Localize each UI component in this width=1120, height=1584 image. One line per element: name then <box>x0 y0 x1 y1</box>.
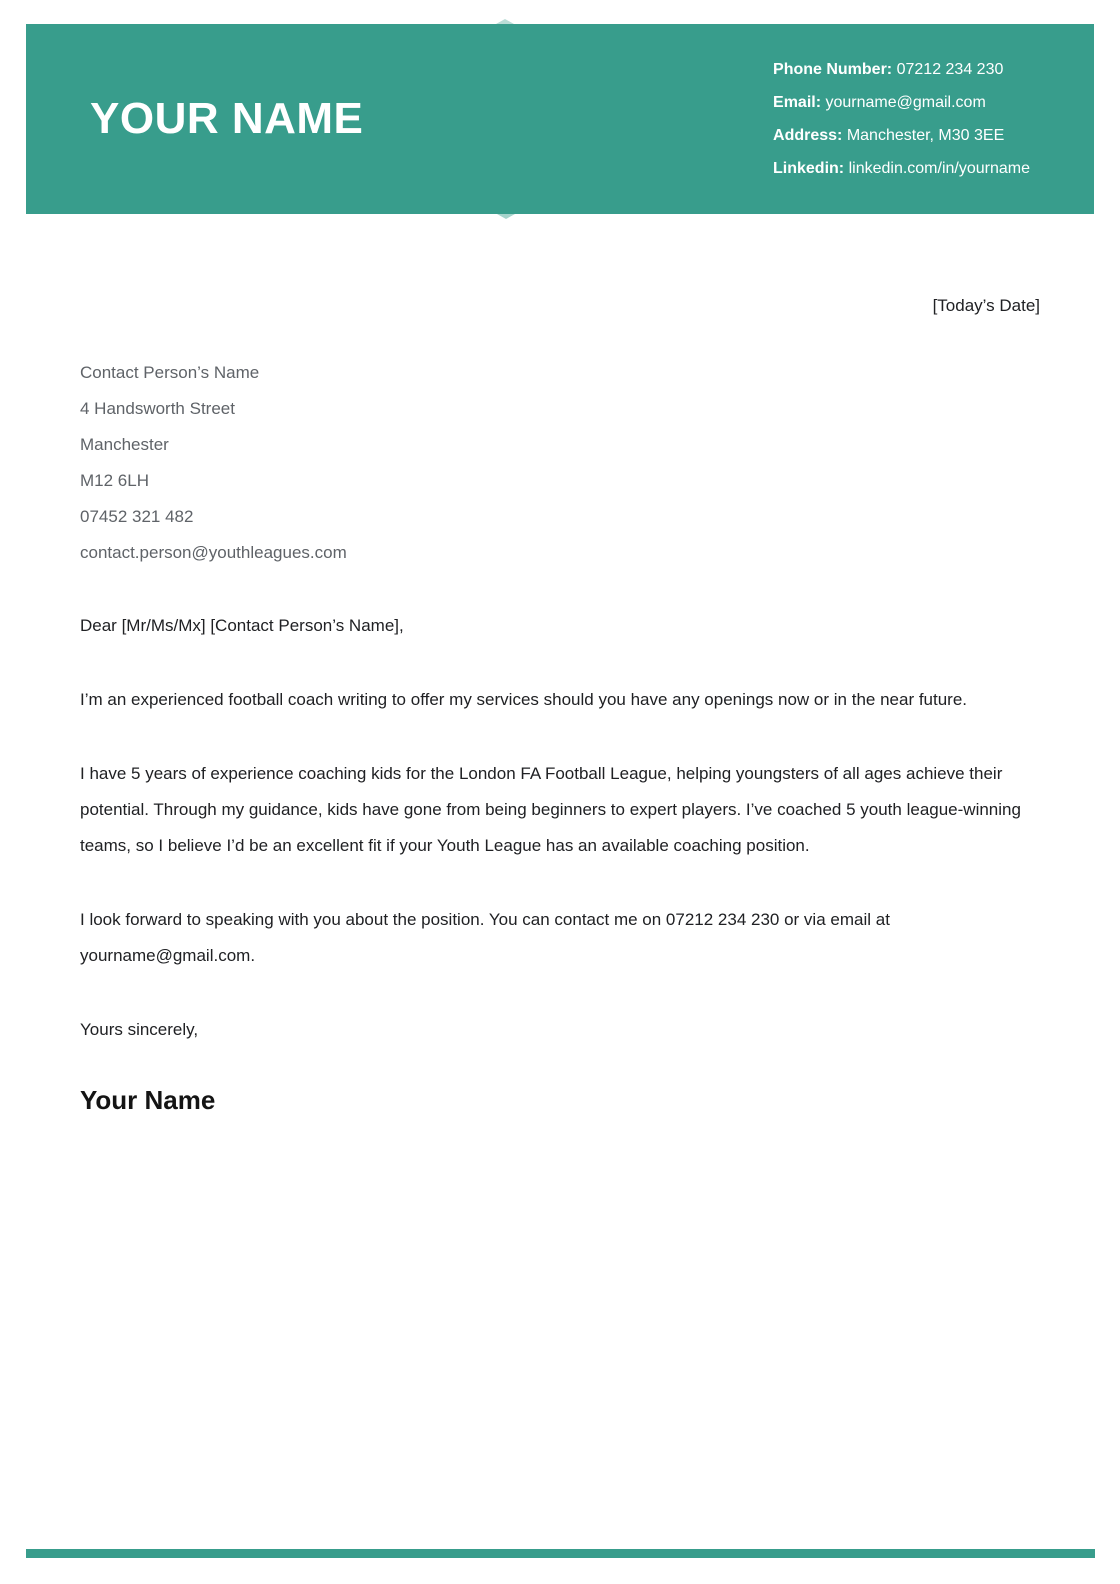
contact-linkedin <box>773 152 1030 185</box>
recipient-block <box>80 355 1040 571</box>
linkedin-label: Linkedin: <box>773 160 845 177</box>
recipient-street: 4 Handsworth Street <box>80 399 235 418</box>
recipient-city: Manchester <box>80 435 169 454</box>
body-paragraph-3: I look forward to speaking with you about the position. You can contact me on 07212 234 230 or via email at yourname@gmail.com. <box>80 910 890 965</box>
contact-address <box>773 119 1030 152</box>
address-label: Address: <box>773 127 843 144</box>
recipient-name: Contact Person’s Name <box>80 363 260 382</box>
body-paragraph-2: I have 5 years of experience coaching kids for the London FA Football League, helping youngsters of all ages achieve their potential. Through my guidance, kids have gone from being beginners to expert players. I’ve coached 5 youth league-winning teams, so I believe I’d be an excellent fit if your Youth League has an available coaching position. <box>80 764 1021 855</box>
candidate-name: YOUR NAME <box>90 94 364 143</box>
email-value: yourname@gmail.com <box>825 94 986 111</box>
email-label: Email: <box>773 94 822 111</box>
contact-phone <box>773 53 1030 86</box>
closing-valediction: Yours sincerely, <box>80 1020 199 1039</box>
recipient-postcode: M12 6LH <box>80 471 149 490</box>
letter-date: [Today’s Date] <box>932 296 1040 315</box>
salutation: Dear [Mr/Ms/Mx] [Contact Person’s Name], <box>80 616 404 635</box>
recipient-email: contact.person@youthleagues.com <box>80 543 347 562</box>
letterhead-banner <box>26 24 1094 214</box>
signature-name: Your Name <box>80 1085 216 1115</box>
phone-label: Phone Number: <box>773 61 893 78</box>
footer-accent-bar <box>26 1549 1095 1558</box>
body-paragraph-1: I’m an experienced football coach writing to offer my services should you have any openings now or in the near future. <box>80 690 968 709</box>
fold-mark-top <box>496 19 514 24</box>
contact-info <box>773 53 1030 185</box>
recipient-phone: 07452 321 482 <box>80 507 194 526</box>
address-value: Manchester, M30 3EE <box>846 127 1005 144</box>
contact-email <box>773 86 1030 119</box>
linkedin-value: linkedin.com/in/yourname <box>848 160 1030 177</box>
phone-value: 07212 234 230 <box>896 61 1004 78</box>
letter-body <box>0 214 1120 1120</box>
